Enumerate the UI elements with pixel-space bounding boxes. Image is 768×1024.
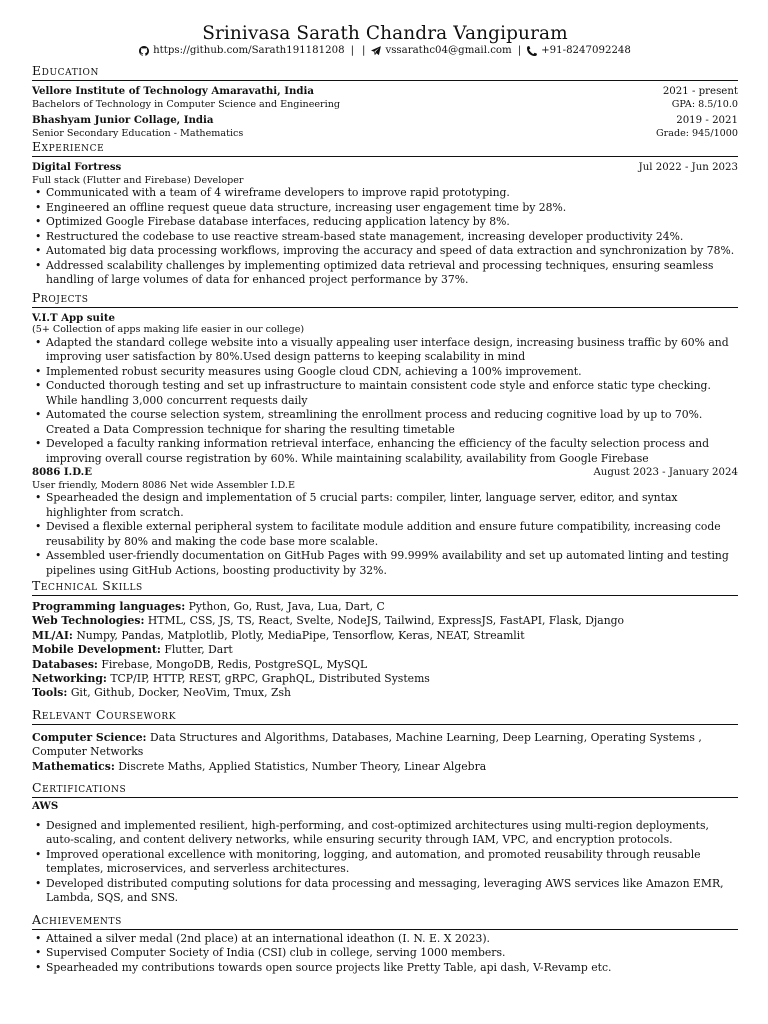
certification-bullets — [32, 819, 738, 906]
list-item: • Engineered an offline request queue data structure, increasing user engagement time by 28%. — [32, 201, 738, 216]
skill-row — [32, 658, 738, 672]
list-item: • Conducted thorough testing and set up infrastructure to maintain consistent code style and enforce static type checking. While handling 3,000 concurrent requests daily — [32, 379, 738, 408]
certification-name: AWS — [32, 800, 59, 813]
list-item: • Developed distributed computing solutions for data processing and messaging, leveraging AWS services like Amazon EMR, Lambda, SQS, and SNS. — [32, 877, 738, 906]
list-item: • Automated the course selection system, streamlining the enrollment process and reducing cognitive load by up to 70%. Created a Data Compression technique for sharing the resulting timetable — [32, 408, 738, 437]
education-date: 2021 - present — [662, 86, 738, 97]
coursework-heading: Relevant Coursework — [32, 707, 738, 725]
project-description: User friendly, Modern 8086 Net wide Assembler I.D.E — [32, 479, 295, 491]
coursework-label: Mathematics: — [32, 759, 115, 773]
list-item: • Spearheaded the design and implementation of 5 crucial parts: compiler, linter, language server, editor, and syntax highlighter from scratch. — [32, 491, 738, 520]
grade: Grade: 945/1000 — [655, 127, 738, 139]
school-name: Vellore Institute of Technology Amaravathi, India — [32, 85, 315, 97]
separator: | — [362, 45, 366, 56]
skill-value: Numpy, Pandas, Matplotlib, Plotly, MediaPipe, Tensorflow, Keras, NEAT, Streamlit — [76, 628, 525, 642]
skill-label: Networking: — [32, 672, 107, 686]
achievements-heading: Achievements — [32, 912, 738, 930]
list-item: • Adapted the standard college website into a visually appealing user interface design, increasing business traffic by 60% and improving user satisfaction by 80%.Used design patterns to keeping scalability in mind — [32, 336, 738, 365]
project-bullets — [32, 336, 738, 467]
degree: Bachelors of Technology in Computer Science and Engineering — [32, 98, 341, 110]
certifications-heading: Certifications — [32, 780, 738, 798]
list-item: • Automated big data processing workflows, improving the accuracy and speed of data extraction and synchronization by 78%. — [32, 244, 738, 259]
skills-heading: Technical Skills — [32, 578, 738, 596]
skill-label: Web Technologies: — [32, 614, 145, 628]
list-item: • Implemented robust security measures using Google cloud CDN, achieving a 100% improvement. — [32, 365, 738, 380]
send-icon — [371, 46, 381, 56]
separator: | — [350, 45, 354, 56]
skill-row — [32, 686, 738, 700]
education-entry — [32, 85, 738, 110]
coursework-label: Computer Science: — [32, 730, 147, 744]
project-bullets — [32, 491, 738, 578]
list-item: • Optimized Google Firebase database interfaces, reducing application latency by 8%. — [32, 215, 738, 230]
coursework-row — [32, 731, 738, 760]
project-description: (5+ Collection of apps making life easier in our college) — [32, 324, 305, 335]
company-name: Digital Fortress — [32, 161, 122, 173]
skill-value: HTML, CSS, JS, TS, React, Svelte, NodeJS, Tailwind, ExpressJS, FastAPI, Flask, Django — [147, 614, 625, 628]
contact-line — [32, 44, 738, 57]
skill-row — [32, 643, 738, 657]
list-item: • Restructured the codebase to use reactive stream-based state management, increasing developer productivity 24%. — [32, 230, 738, 245]
email-link[interactable]: vssarathc04@gmail.com — [385, 45, 512, 56]
skill-label: Tools: — [32, 686, 68, 700]
experience-date: Jul 2022 - Jun 2023 — [638, 162, 738, 173]
skill-row — [32, 672, 738, 686]
degree: Senior Secondary Education - Mathematics — [32, 127, 244, 139]
list-item: • Improved operational excellence with monitoring, logging, and automation, and promoted reusability through reusable templates, microservices, and serverless architectures. — [32, 848, 738, 877]
list-item: • Spearheaded my contributions towards open source projects like Pretty Table, api dash, V-Revamp etc. — [32, 961, 738, 976]
candidate-name: Srinivasa Sarath Chandra Vangipuram — [202, 23, 568, 44]
coursework-value: Discrete Maths, Applied Statistics, Number Theory, Linear Algebra — [118, 759, 487, 773]
list-item: • Addressed scalability challenges by implementing optimized data retrieval and processing techniques, ensuring seamless handling of large volumes of data for enhanced project performance by 37%. — [32, 259, 738, 288]
github-icon — [139, 46, 149, 56]
skill-value: Firebase, MongoDB, Redis, PostgreSQL, MySQL — [101, 657, 368, 671]
list-item: • Communicated with a team of 4 wireframe developers to improve rapid prototyping. — [32, 186, 738, 201]
school-name: Bhashyam Junior Collage, India — [32, 114, 214, 126]
resume-page — [32, 22, 738, 975]
skill-label: Mobile Development: — [32, 643, 161, 657]
list-item: • Attained a silver medal (2nd place) at an international ideathon (I. N. E. X 2023). — [32, 932, 738, 947]
separator: | — [517, 45, 522, 56]
skill-value: Git, Github, Docker, NeoVim, Tmux, Zsh — [70, 686, 292, 700]
list-item: • Devised a flexible external peripheral system to facilitate module addition and ensure future compatibility, increasing code reusability by 80% and making the code base more scalable. — [32, 520, 738, 549]
education-entry — [32, 114, 738, 139]
project-date: August 2023 - January 2024 — [593, 467, 738, 478]
projects-heading: Projects — [32, 290, 738, 308]
phone-icon — [527, 46, 537, 56]
list-item: • Assembled user-friendly documentation on GitHub Pages with 99.999% availability and set up automated linting and testing pipelines using GitHub Actions, boosting productivity by 32%. — [32, 549, 738, 578]
github-link[interactable]: https://github.com/Sarath191181208 — [153, 45, 345, 56]
skill-value: Flutter, Dart — [164, 643, 233, 657]
coursework-row — [32, 760, 738, 774]
project-name: 8086 I.D.E — [32, 466, 92, 478]
skill-label: ML/AI: — [32, 628, 73, 642]
experience-heading: Experience — [32, 139, 738, 157]
project-name: V.I.T App suite — [32, 311, 116, 324]
list-item: • Developed a faculty ranking information retrieval interface, enhancing the efficiency of the faculty selection process and improving overall course registration by 60%. While maintaining scalability, availability from Google Firebase — [32, 437, 738, 466]
phone-number: +91-8247092248 — [541, 45, 631, 56]
skill-value: Python, Go, Rust, Java, Lua, Dart, C — [188, 600, 385, 613]
coursework-value: Data Structures and Algorithms, Databases, Machine Learning, Deep Learning, Operating Systems , Computer Networks — [32, 730, 702, 759]
list-item: • Designed and implemented resilient, high-performing, and cost-optimized architectures using multi-region deployments, auto-scaling, and content delivery networks, while ensuring security through IAM, VPC, and encryption protocols. — [32, 819, 738, 848]
skill-value: TCP/IP, HTTP, REST, gRPC, GraphQL, Distributed Systems — [110, 672, 430, 686]
education-date: 2019 - 2021 — [676, 115, 738, 126]
experience-bullets — [32, 186, 738, 288]
gpa: GPA: 8.5/10.0 — [671, 98, 738, 110]
job-role: Full stack (Flutter and Firebase) Developer — [32, 174, 244, 186]
education-heading: Education — [32, 63, 738, 81]
list-item: • Supervised Computer Society of India (CSI) club in college, serving 1000 members. — [32, 946, 738, 961]
skills-list — [32, 600, 738, 701]
skill-row — [32, 600, 738, 614]
achievement-bullets — [32, 932, 738, 976]
skill-label: Databases: — [32, 657, 98, 671]
skill-label: Programming languages: — [32, 600, 186, 613]
skill-row — [32, 614, 738, 628]
coursework-list — [32, 731, 738, 774]
skill-row — [32, 629, 738, 643]
